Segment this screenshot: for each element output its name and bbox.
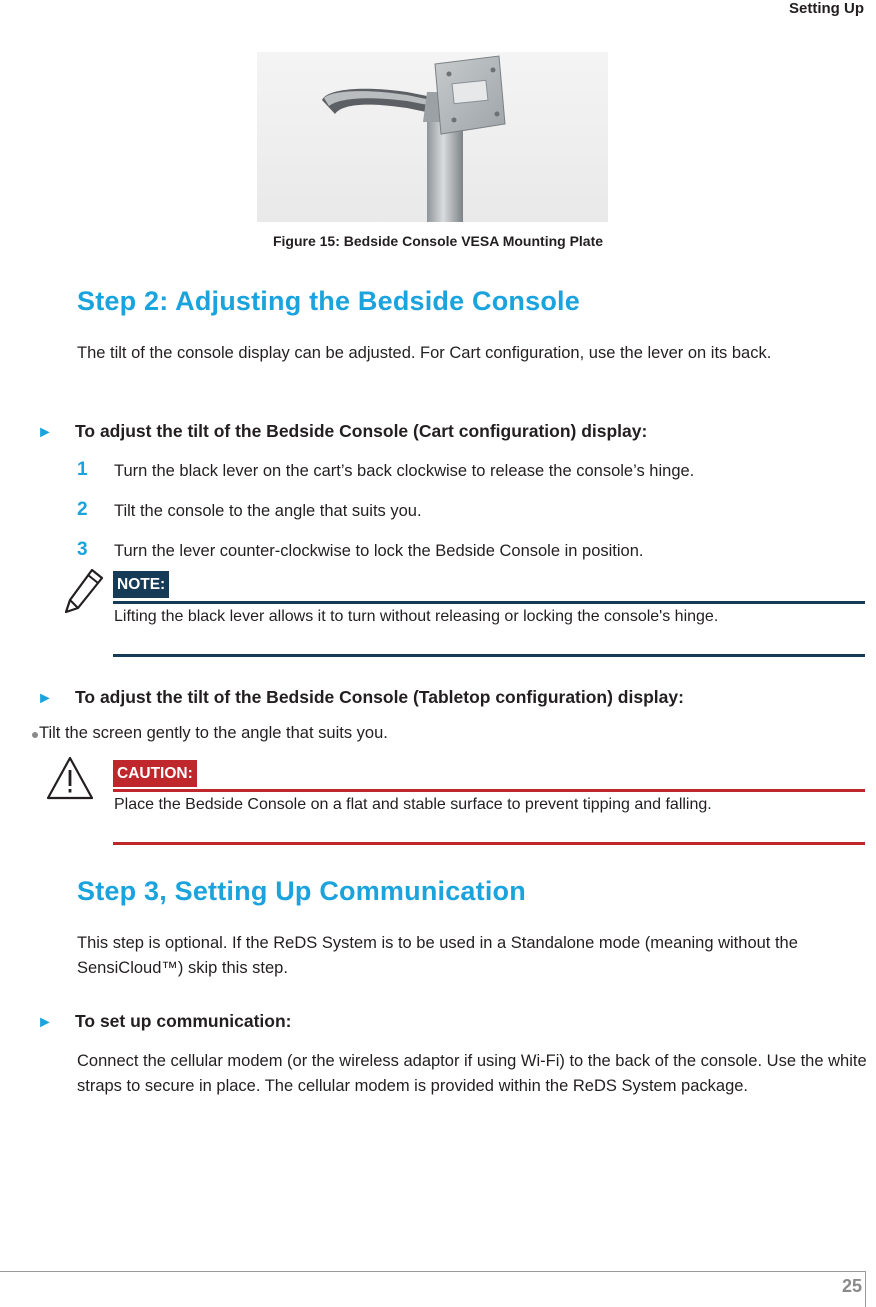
caution-text: Place the Bedside Console on a flat and stable surface to prevent tipping and falling. <box>114 796 712 813</box>
step-number: 3 <box>77 539 88 560</box>
procedure-heading-communication: ► To set up communication: <box>37 1011 292 1031</box>
note-divider <box>113 654 865 657</box>
note-label: NOTE: <box>113 571 169 598</box>
step-number: 2 <box>77 499 88 520</box>
step-number: 1 <box>77 459 88 480</box>
section-heading-step3: Step 3, Setting Up Communication <box>77 876 526 906</box>
caution-divider <box>113 842 865 845</box>
note-text: Lifting the black lever allows it to turn without releasing or locking the console's hinge. <box>114 608 719 625</box>
note-divider <box>113 601 865 604</box>
pencil-icon <box>62 566 106 619</box>
step-text: Turn the lever counter-clockwise to lock the Bedside Console in position. <box>114 542 644 560</box>
footer-divider <box>865 1271 866 1307</box>
caution-label: CAUTION: <box>113 760 197 787</box>
step3-intro: This step is optional. If the ReDS System is to be used in a Standalone mode (meaning without the SensiCloud™) skip this step. <box>77 934 798 977</box>
procedure-heading-tabletop: ► To adjust the tilt of the Bedside Console (Tabletop configuration) display: <box>37 687 684 707</box>
running-header: Setting Up <box>789 0 864 17</box>
bullet-icon <box>32 732 38 738</box>
figure-image <box>257 52 608 222</box>
triangle-right-icon: ► <box>37 424 53 441</box>
step-text: Tilt the console to the angle that suits you. <box>114 502 422 520</box>
warning-triangle-icon <box>45 755 95 806</box>
section-heading-step2: Step 2: Adjusting the Bedside Console <box>77 286 580 316</box>
figure-caption: Figure 15: Bedside Console VESA Mounting Plate <box>272 233 604 249</box>
procedure-heading-cart: ► To adjust the tilt of the Bedside Console (Cart configuration) display: <box>37 421 648 441</box>
triangle-right-icon: ► <box>37 1014 53 1031</box>
bullet-text: Tilt the screen gently to the angle that suits you. <box>39 724 388 742</box>
triangle-right-icon: ► <box>37 690 53 707</box>
vesa-mount-illustration <box>257 52 608 222</box>
step2-intro: The tilt of the console display can be adjusted. For Cart configuration, use the lever on its back. <box>77 344 772 362</box>
caution-divider <box>113 789 865 792</box>
step-text: Turn the black lever on the cart’s back clockwise to release the console’s hinge. <box>114 462 695 480</box>
page-number: 25 <box>841 1276 862 1296</box>
footer-divider <box>0 1271 866 1272</box>
step3-body: Connect the cellular modem (or the wireless adaptor if using Wi-Fi) to the back of the console. Use the white straps to secure in place. The cellular modem is provided within the ReDS System package. <box>77 1052 867 1095</box>
